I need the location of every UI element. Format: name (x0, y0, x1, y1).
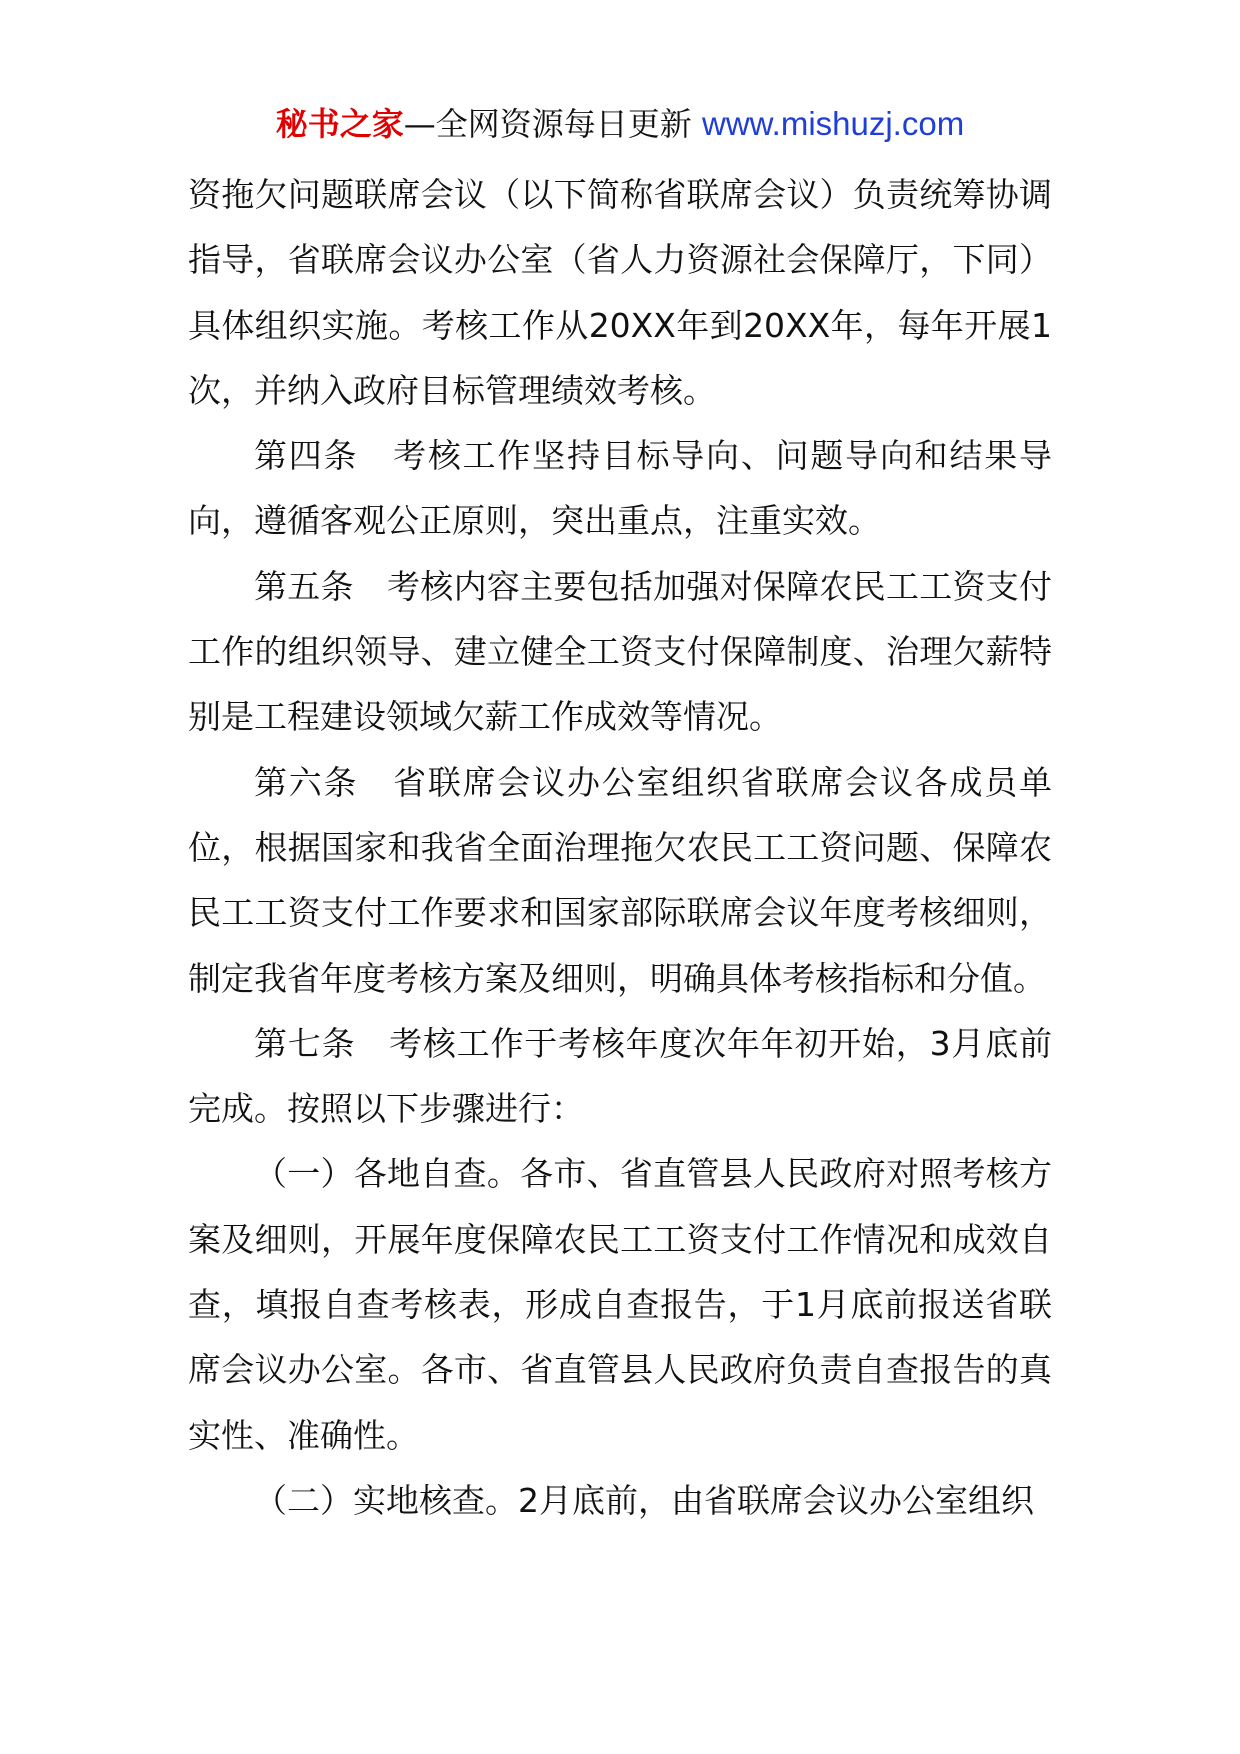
page-header (0, 102, 1240, 146)
paragraph-article-4: 第四条 考核工作坚持目标导向、问题导向和结果导向，遵循客观公正原则，突出重点，注重实效。 (188, 436, 1052, 541)
paragraph-step-1: （一）各地自查。各市、省直管县人民政府对照考核方案及细则，开展年度保障农民工工资支付工作情况和成效自查，填报自查考核表，形成自查报告，于1月底前报送省联席会议办公室。各市、省直管县人民政府负责自查报告的真实性、准确性。 (188, 1154, 1052, 1455)
paragraph-article-6: 第六条 省联席会议办公室组织省联席会议各成员单位，根据国家和我省全面治理拖欠农民工工资问题、保障农民工工资支付工作要求和国家部际联席会议年度考核细则，制定我省年度考核方案及细则，明确具体考核指标和分值。 (188, 762, 1052, 998)
header-brand: 秘书之家 (275, 105, 404, 143)
document-body (188, 162, 1052, 1533)
header-tagline: —全网资源每日更新 (403, 105, 692, 143)
paragraph-continuation: 资拖欠问题联席会议（以下简称省联席会议）负责统筹协调指导，省联席会议办公室（省人力资源社会保障厅，下同）具体组织实施。考核工作从20XX年到20XX年，每年开展1次，并纳入政府目标管理绩效考核。 (188, 175, 1052, 410)
paragraph-article-5: 第五条 考核内容主要包括加强对保障农民工工资支付工作的组织领导、建立健全工资支付保障制度、治理欠薪特别是工程建设领域欠薪工作成效等情况。 (188, 566, 1052, 737)
paragraph-step-2: （二）实地核查。2月底前，由省联席会议办公室组织 (254, 1480, 1034, 1520)
paragraph-article-7: 第七条 考核工作于考核年度次年年初开始，3月底前完成。按照以下步骤进行： (188, 1023, 1052, 1129)
header-url-link[interactable]: www.mishuzj.com (701, 105, 965, 142)
